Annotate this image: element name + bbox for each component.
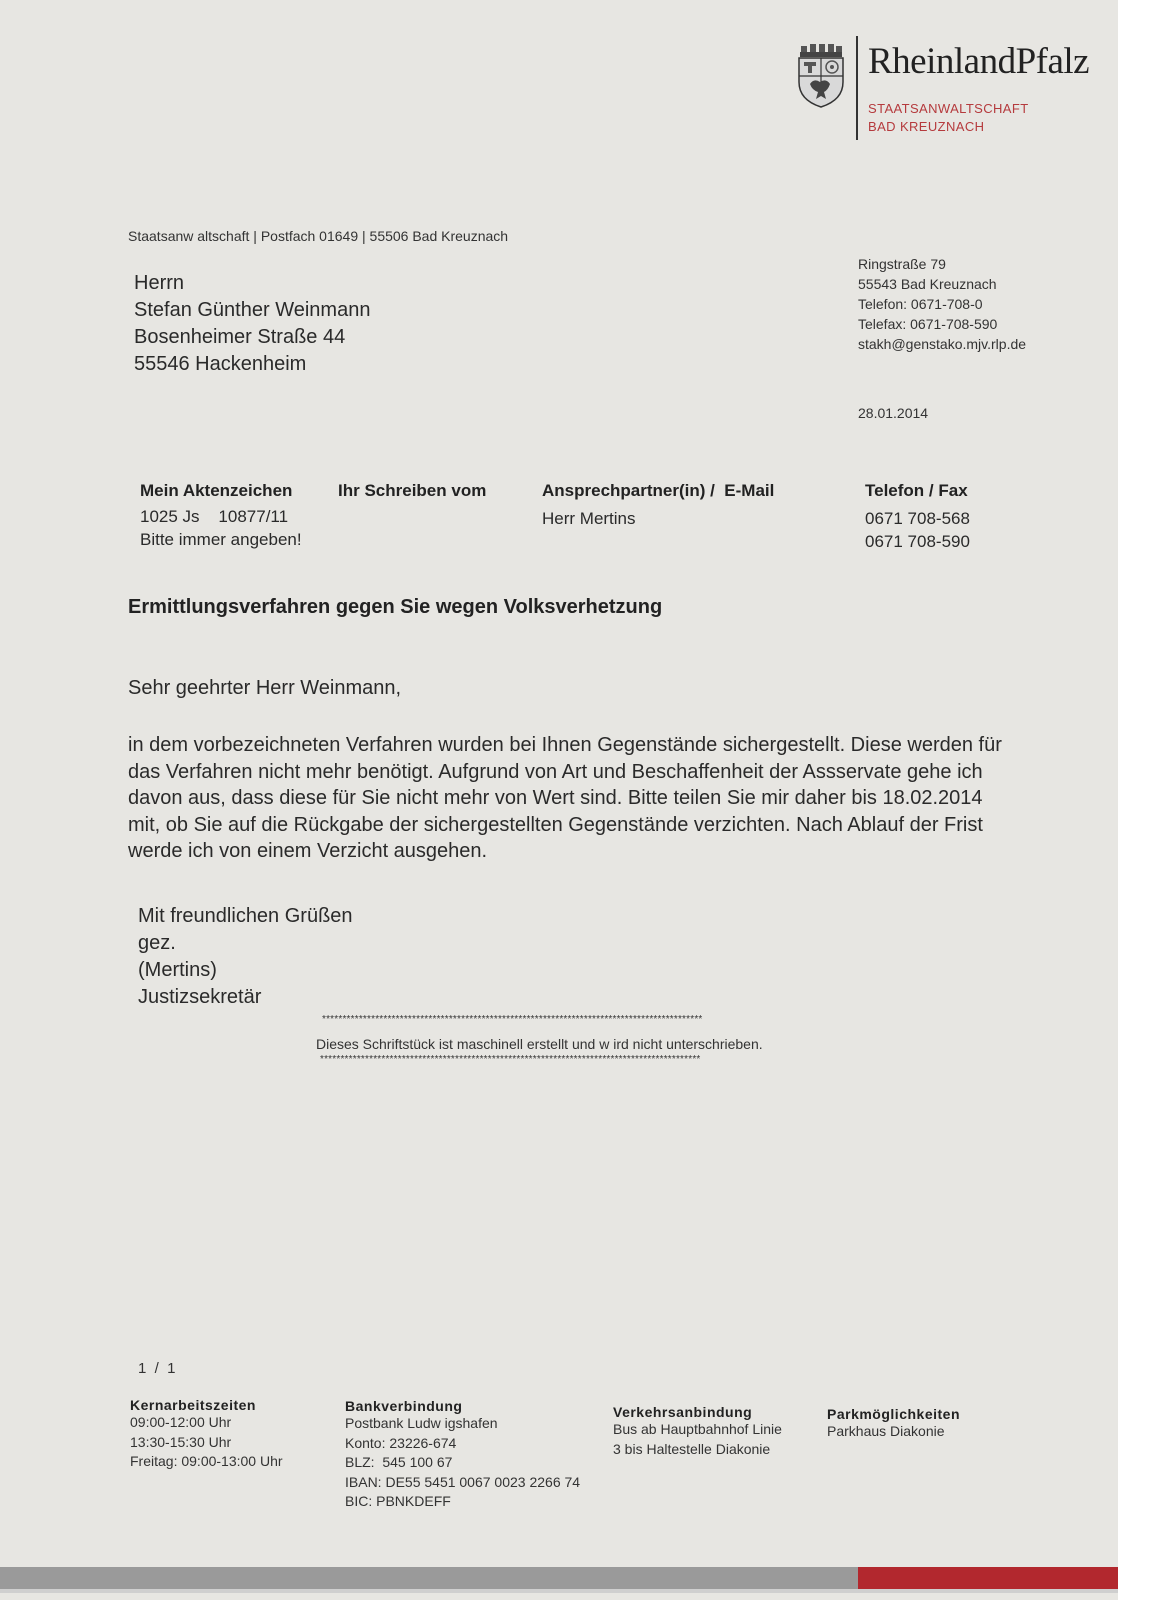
closing-title: Justizsekretär (138, 986, 262, 1008)
closing-name: (Mertins) (138, 959, 217, 981)
letter-subject: Ermittlungsverfahren gegen Sie wegen Volksverhetzung (128, 596, 663, 618)
ref-header-telefon: Telefon / Fax (865, 481, 968, 500)
recipient-name: Stefan Günther Weinmann (134, 299, 371, 321)
letter-body (128, 732, 1002, 865)
bottom-bar-gray (0, 1567, 858, 1589)
body-line: in dem vorbezeichneten Verfahren wurden bei Ihnen Gegenstände sichergestellt. Diese werden für (128, 734, 1002, 756)
closing-gez: gez. (138, 932, 176, 954)
logo-divider (856, 36, 858, 140)
aktenzeichen-note: Bitte immer angeben! (140, 529, 302, 549)
footer-hours-title: Kernarbeitszeiten (130, 1397, 256, 1413)
footer-traffic-title: Verkehrsanbindung (613, 1404, 753, 1420)
footer-bank-line: BLZ: 545 100 67 (345, 1454, 453, 1470)
separator-stars-top: ********************************************************************************************* (322, 1014, 703, 1025)
footer-bank-line: Konto: 23226-674 (345, 1434, 457, 1451)
recipient-city: 55546 Hackenheim (134, 353, 307, 375)
authority-name (868, 100, 1029, 136)
office-email: stakh@genstako.mjv.rlp.de (858, 336, 1027, 352)
footer-bank-line: BIC: PBNKDEFF (345, 1493, 451, 1509)
sender-return-address: Staatsanw altschaft | Postfach 01649 | 55506 Bad Kreuznach (128, 228, 509, 244)
footer-hours-line: 09:00-12:00 Uhr (130, 1414, 232, 1430)
body-line: das Verfahren nicht mehr benötigt. Aufgrund von Art und Beschaffenheit der Assservate gehe ich (128, 760, 983, 783)
footer-bank-line: Postbank Ludw igshafen (345, 1415, 498, 1431)
bottom-bar-shadow (0, 1589, 1118, 1593)
letter-salutation: Sehr geehrter Herr Weinmann, (128, 677, 402, 699)
body-line: werde ich von einem Verzicht ausgehen. (128, 840, 488, 862)
footer-hours-line: 13:30-15:30 Uhr (130, 1433, 232, 1450)
aktenzeichen-value: 1025 Js 10877/11 (140, 507, 289, 526)
ref-aktenzeichen (140, 506, 302, 551)
footer-parking-line: Parkhaus Diakonie (827, 1423, 945, 1439)
recipient-salutation: Herrn (134, 272, 185, 294)
body-line: mit, ob Sie auf die Rückgabe der sichergestellten Gegenstände verzichten. Nach Ablauf der Frist (128, 813, 983, 836)
separator-stars-bottom: ********************************************************************************************* (320, 1054, 701, 1065)
ref-header-ansprechpartner: Ansprechpartner(in) / E-Mail (542, 481, 775, 500)
ref-telefon-fax (865, 508, 970, 553)
ref-header-aktenzeichen: Mein Aktenzeichen (140, 481, 293, 500)
footer-traffic-line: 3 bis Haltestelle Diakonie (613, 1440, 771, 1457)
footer-bank-line: IBAN: DE55 5451 0067 0023 2266 74 (345, 1473, 581, 1490)
office-street: Ringstraße 79 (858, 256, 946, 272)
footer-working-hours (130, 1397, 283, 1472)
letter-closing (138, 903, 353, 1011)
office-city: 55543 Bad Kreuznach (858, 276, 997, 292)
footer-hours-line: Freitag: 09:00-13:00 Uhr (130, 1453, 283, 1469)
authority-line: STAATSANWALTSCHAFT (868, 101, 1029, 116)
closing-greeting: Mit freundlichen Grüßen (138, 905, 353, 927)
brand-wordmark: RheinlandPfalz (868, 41, 1090, 82)
footer-parking-title: Parkmöglichkeiten (827, 1406, 960, 1422)
footer-bank-details (345, 1398, 580, 1512)
bottom-bar-red (858, 1567, 1118, 1589)
ref-header-schreiben: Ihr Schreiben vom (338, 481, 487, 500)
office-fax: Telefax: 0671-708-590 (858, 316, 998, 332)
body-line: davon aus, dass diese für Sie nicht mehr von Wert sind. Bitte teilen Sie mir daher bis 18.02.2014 (128, 787, 983, 809)
office-contact (858, 254, 1026, 354)
machine-generated-note: Dieses Schriftstück ist maschinell erstellt und w ird nicht unterschrieben. (316, 1036, 763, 1052)
coat-of-arms-icon (796, 44, 846, 108)
footer-traffic-line: Bus ab Hauptbahnhof Linie (613, 1421, 782, 1437)
office-phone: Telefon: 0671-708-0 (858, 296, 983, 312)
footer-bank-title: Bankverbindung (345, 1398, 463, 1414)
ref-fax-value: 0671 708-590 (865, 531, 970, 551)
recipient-address (134, 270, 370, 378)
authority-line: BAD KREUZNACH (868, 119, 985, 134)
footer-parking (827, 1406, 960, 1442)
recipient-street: Bosenheimer Straße 44 (134, 326, 346, 348)
ref-ansprechpartner: Herr Mertins (542, 509, 636, 528)
footer-transport (613, 1404, 782, 1459)
letter-date: 28.01.2014 (858, 405, 929, 421)
ref-telefon-value: 0671 708-568 (865, 509, 970, 528)
page-number: 1 / 1 (138, 1360, 176, 1377)
